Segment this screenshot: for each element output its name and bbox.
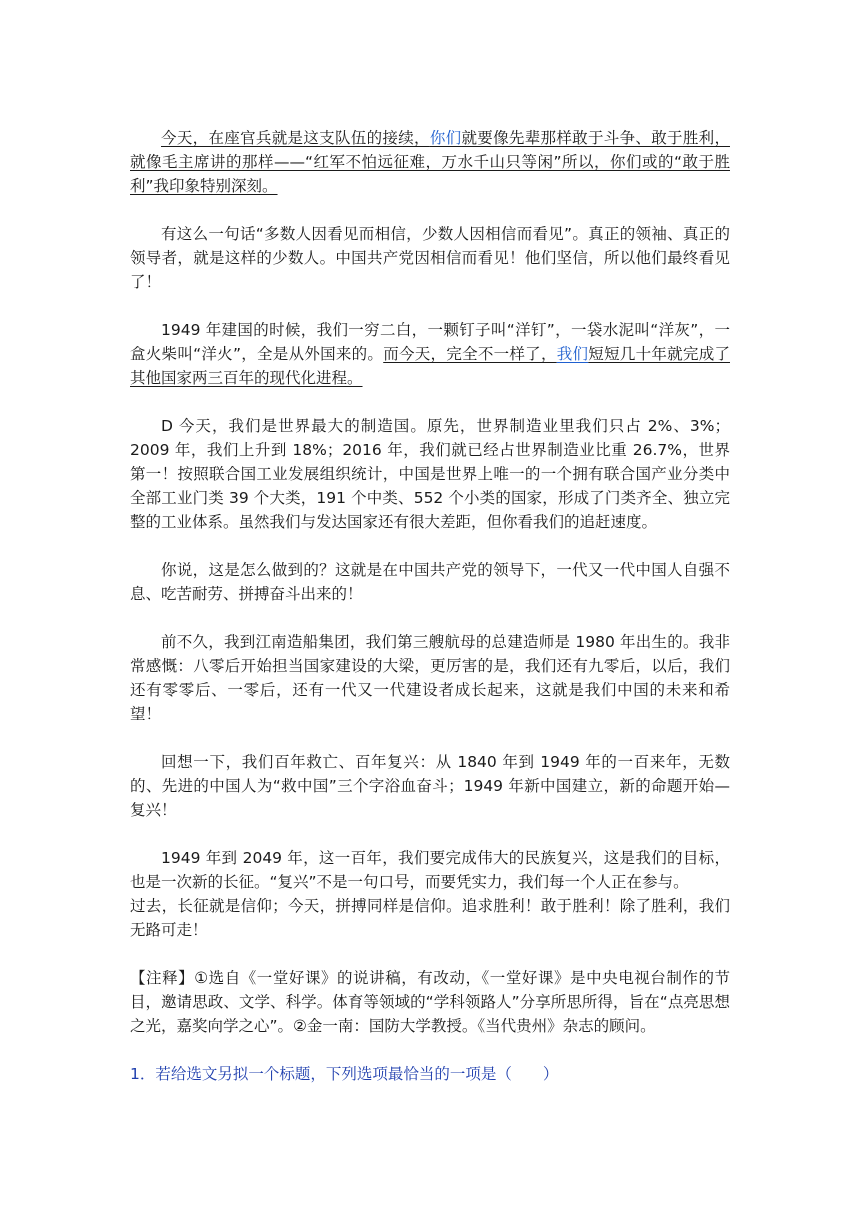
paragraph-1 — [130, 126, 730, 198]
p3-link-women[interactable]: 我们 — [556, 345, 589, 363]
paragraph-6: 前不久，我到江南造船集团，我们第三艘航母的总建造师是 1980 年出生的。我非常感慨：八零后开始担当国家建设的大梁，更厉害的是，我们还有九零后，以后，我们还有零零后、一零后，还有一代又一代建设者成长起来，这就是我们中国的未来和希望！ — [130, 633, 730, 723]
paragraph-3 — [130, 318, 730, 390]
paragraph-4: D 今天，我们是世界最大的制造国。原先，世界制造业里我们只占 2%、3%；2009 年，我们上升到 18%；2016 年，我们就已经占世界制造业比重 26.7%，世界第一！按照联合国工业发展组织统计，中国是世界上唯一的一个拥有联合国产业分类中全部工业门类 39 个大类，191 个中类、552 个小类的国家，形成了门类齐全、独立完整的工业体系。虽然我们与发达国家还有很大差距，但你看我们的追赶速度。 — [130, 417, 730, 531]
document-body — [130, 126, 730, 1086]
paragraph-8: 1949 年到 2049 年，这一百年，我们要完成伟大的民族复兴，这是我们的目标，也是一次新的长征。“复兴”不是一句口号，而要凭实力，我们每一个人正在参与。 — [130, 849, 730, 891]
p3-text-b: 而今天，完全不一样了， — [383, 345, 557, 363]
p1-link-nimen[interactable]: 你们 — [429, 129, 462, 147]
paragraph-5: 你说，这是怎么做到的？这就是在中国共产党的领导下，一代又一代中国人自强不息、吃苦耐劳、拼搏奋斗出来的！ — [130, 561, 730, 603]
p3-text-c: 短短几十年就完成了其他国家两三百年的现代化进程。 — [130, 345, 730, 387]
paragraph-2: 有这么一句话“多数人因看见而相信，少数人因相信而看见”。真正的领袖、真正的领导者，就是这样的少数人。中国共产党因相信而看见！他们坚信，所以他们最终看见了！ — [130, 225, 730, 291]
p1-text-a: 今天，在座官兵就是这支队伍的接续， — [161, 129, 430, 147]
question-1: 1．若给选文另拟一个标题，下列选项最恰当的一项是（ ） — [130, 1065, 559, 1083]
p3-text-a: 1949 年建国的时候，我们一穷二白，一颗钉子叫“洋钉”，一袋水泥叫“洋灰”，一盒火柴叫“洋火”，全是从外国来的。 — [130, 321, 730, 363]
p1-text-b: 就要像先辈那样敢于斗争、敢于胜利，就像毛主席讲的那样——“红军不怕远征难，万水千山只等闲”所以，你们或的“敢于胜利”我印象特别深刻。 — [130, 129, 730, 195]
paragraph-9: 过去，长征就是信仰；今天，拼搏同样是信仰。追求胜利！敢于胜利！除了胜利，我们无路可走！ — [130, 897, 730, 939]
annotation-note: 【注释】①选自《一堂好课》的说讲稿，有改动，《一堂好课》是中央电视台制作的节目，邀请思政、文学、科学。体育等领域的“学科领路人”分享所思所得，旨在“点亮思想之光，嘉奖向学之心”。②金一南：国防大学教授。《当代贵州》杂志的顾问。 — [130, 969, 730, 1035]
paragraph-7: 回想一下，我们百年救亡、百年复兴：从 1840 年到 1949 年的一百来年，无数的、先进的中国人为“救中国”三个字浴血奋斗；1949 年新中国建立，新的命题开始—复兴！ — [130, 753, 730, 819]
